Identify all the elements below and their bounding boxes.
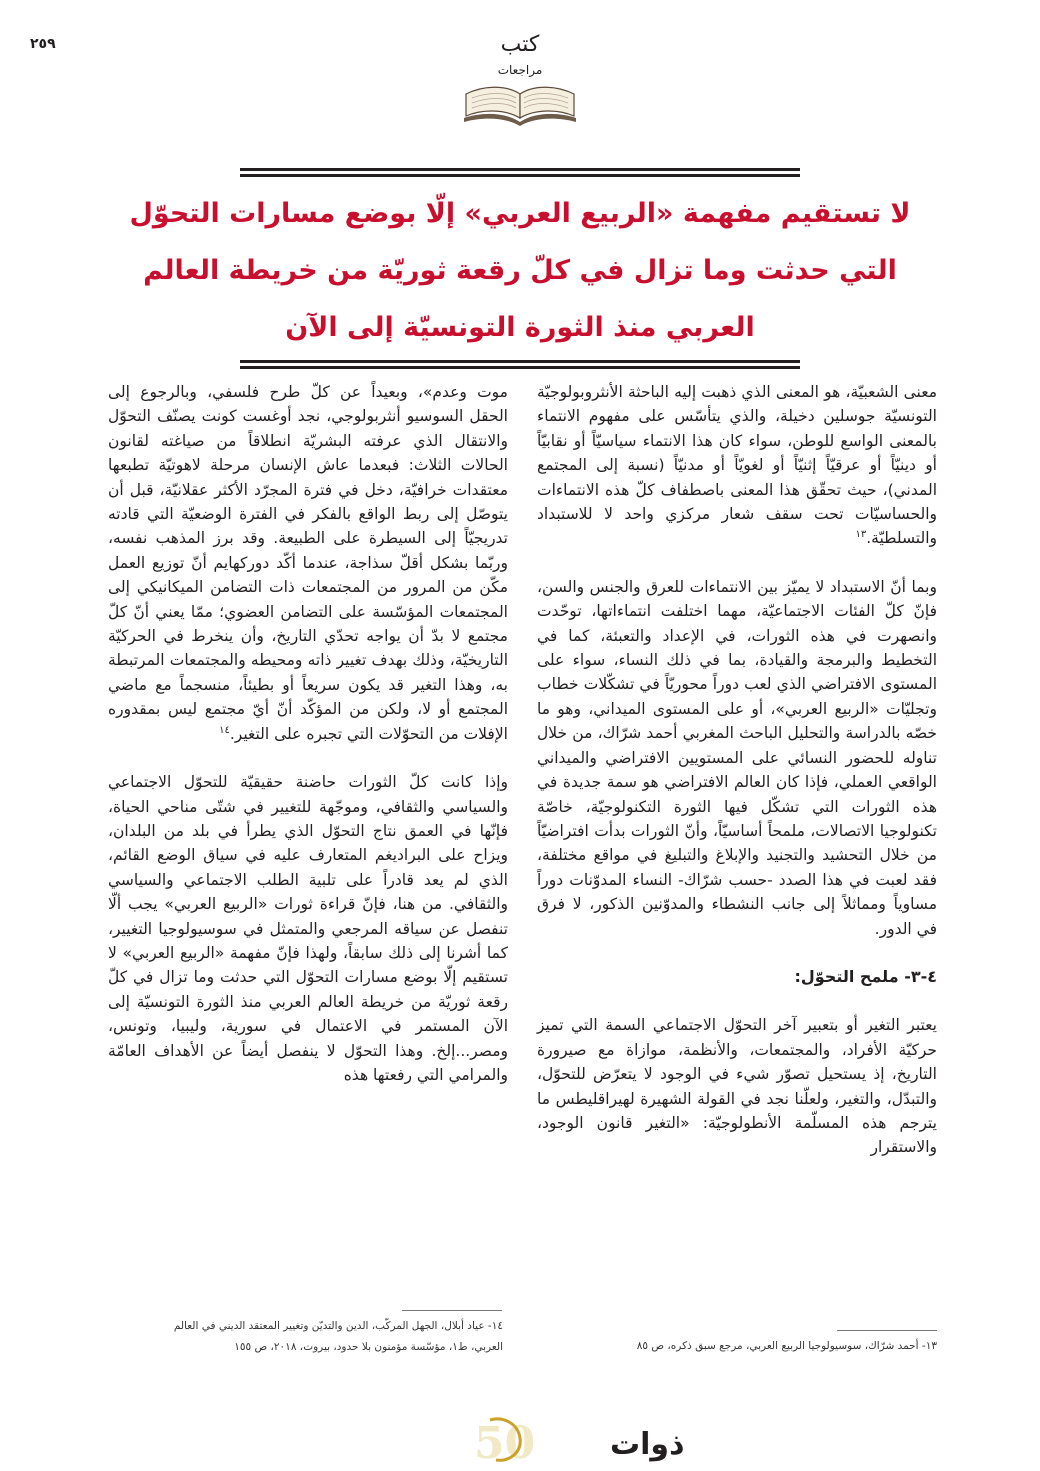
pull-quote: لا تستقيم مفهمة «الربيع العربي» إلّا بوضع مسارات التحوّل التي حدثت وما تزال في كلّ رقعة ثوريّة من خريطة العالم العربي منذ الثورة التونسيّة إلى الآن — [129, 198, 911, 343]
dhawat-logo — [470, 1414, 685, 1469]
paragraph: موت وعدم»، وبعيداً عن كلّ طرح فلسفي، وبالرجوع إلى الحقل السوسيو أنثربولوجي، نجد أوغست كونت يصنّف التحوّل والانتقال الذي عرفته البشريّة انطلاقاً من صياغته لقانون الحالات الثلاث: فبعدما عاش الإنسان مرحلة لاهوتيّة تطبعها معتقدات خرافيّة، دخل في فترة المجرّد الأكثر عقلانيّة، قبل أن يتوصّل إلى ربط الواقع بالفكر في الفترة الوضعيّة التي قادته تدريجيّاً إلى السيطرة على الطبيعة. وقد برز المذهب نفسه، وربّما بشكل أقلّ سذاجة، عندما أكّد دوركهايم أنّ توزيع العمل مكّن من المرور من المجتمعات ذات التضامن الميكانيكي إلى المجتمعات المؤسّسة على التضامن العضوي؛ ممّا يعني أنّ كلّ مجتمع لا بدّ أن يواجه تحدّي التاريخ، وأن ينخرط في الحركيّة التاريخيّة، وذلك بهدف تغيير ذاته ومحيطه والمجتمعات المرتبطة به، وهذا التغير قد يكون سريعاً أو بطيئاً، منسجماً مع ماضي المجتمع أو لا، ولكن من المؤكّد أنّ أيّ مجتمع ليس بمقدوره الإفلات من التحوّلات التي تجبره على التغير.$^{١٤}$ — [108, 383, 508, 743]
logo-text: ذوات — [610, 1427, 685, 1462]
section-heading: ٤-٣- ملمح التحوّل: — [794, 966, 937, 986]
section-subtitle: مراجعات — [497, 63, 543, 77]
paragraph: وإذا كانت كلّ الثورات حاضنة حقيقيّة للتحوّل الاجتماعي والسياسي والثقافي، وموجّهة للتغيير في شتّى مناحي الحياة، فإنّها في العمق نتاج التحوّل الذي يطرأ في بلد من البلدان، ويزاح على البراديغم المتعارف عليه في سياق الوضع القائم، الذي لم يعد قادراً على تلبية الطلب الاجتماعي والسياسي والثقافي. من هنا، فإنّ قراءة ثورات «الربيع العربي» يجب ألّا تنفصل عن سياقه المرجعي والمتمثل في سوسيولوجيا التغيير، كما أشرنا إلى ذلك سابقاً، ولهذا فإنّ مفهمة «الربيع العربي» لا تستقيم إلّا بوضع مسارات التحوّل التي حدثت وما تزال في كلّ رقعة ثوريّة من خريطة العالم العربي منذ الثورة التونسيّة إلى الآن المستمر في الاعتمال في سورية، وليبيا، وتونس، ومصر...إلخ. وهذا التحوّل لا ينفصل أيضاً عن الأهداف العامّة والمرامي التي رفعتها هذه — [108, 773, 508, 1084]
bottom-double-rule — [240, 360, 800, 369]
footnote-14-line: العربي، ط١، مؤسّسة مؤمنون بلا حدود، بيروت، ٢٠١٨، ص ١٥٥ — [234, 1341, 503, 1353]
footnote-14 — [108, 1316, 503, 1358]
right-column — [537, 380, 937, 1184]
paragraph: وبما أنّ الاستبداد لا يميّز بين الانتماءات للعرق والجنس والسن، فإنّ كلّ الفئات الاجتماعيّة، مهما اختلفت انتماءاتها، توحّدت وانصهرت في هذه الثورات، في الإعداد والتعبئة، كما في التخطيط والبرمجة والقيادة، بما في ذلك النساء، سواء على المستوى الافتراضي الذي لعب دوراً محوريّاً في تشكّلات خطاب وتجليّات «الربيع العربي»، أو على المستوى الميداني، وهو ما خصّه بالدراسة والتحليل الباحث المغربي أحمد شرّاك، من خلال تناوله للحضور النسائي على المستويين الافتراضي والميداني الواقعي العملي، فإذا كان العالم الافتراضي هو سمة جديدة في هذه الثورات التي تشكّل فيها الثورة التكنولوجيّة، خاصّة تكنولوجيا الاتصالات، ملمحاً أساسيّاً، وأنّ الثورات بدأت افتراضيّاً من خلال التحشيد والتجنيد والإبلاغ والتبليغ في مواقع مختلفة، فقد لعبت في هذا الصدد -حسب شرّاك- النساء المدوّنات دوراً مساوياً ومماثلاً إلى جانب النشطاء والمدوّنين الذكور، لا فرق في الدور. — [537, 577, 937, 938]
section-title: كتب — [500, 32, 540, 57]
footnote-13: ١٣- أحمد شرّاك، سوسيولوجيا الربيع العربي، مرجع سبق ذكره، ص ٨٥ — [636, 1340, 937, 1352]
open-book-icon — [460, 82, 580, 126]
footnote-ref: ١٤ — [219, 724, 230, 736]
footnote-14-line: ١٤- عياد أبلال، الجهل المركّب، الدين والتديّن وتغيير المعتقد الديني في العالم — [173, 1320, 503, 1332]
page-number: ٢٥٩ — [30, 36, 56, 52]
top-double-rule — [240, 168, 800, 177]
footnote-rule-right — [837, 1330, 937, 1331]
left-column — [108, 380, 508, 1111]
paragraph: يعتبر التغير أو بتعبير آخر التحوّل الاجتماعي السمة التي تميز حركيّة الأفراد، والمجتمعات، والأنظمة، موازاة مع صيرورة التاريخ، إذ يستحيل تصوّر شيء في الوجود لا يتعرّض للتحوّل، والتبدّل، والتغير، ولعلّنا نجد في القولة الشهيرة لهيراقليطس ما يترجم هذه المسلّمة الأنطولوجيّة: «التغير قانون الوجود، والاستقرار — [537, 1016, 937, 1157]
footnote-ref: ١٣ — [855, 529, 867, 541]
footnote-rule-left — [402, 1310, 502, 1311]
section-header — [420, 32, 620, 126]
paragraph: معنى الشعبيّة، هو المعنى الذي ذهبت إليه الباحثة الأنثروبولوجيّة التونسيّة جوسلين دخيلة، والذي يتأسّس على مفهوم الانتماء بالمعنى الواسع للوطن، سواء كان هذا الانتماء سياسيّاً أو نقابيّاً أو دينيّاً أو عرقيّاً إثنيّاً أو لغويّاً أو مدنيّاً (نسبة إلى المجتمع المدني)، حيث تحقّق هذا المعنى باصطفاف كلّ هذه الانتماءات والحساسيّات تحت سقف شعار مركزي واحد لا للاستبداد والتسلطيّة.$^{١٣}$ — [537, 383, 937, 548]
logo-number: 50 — [474, 1418, 536, 1469]
